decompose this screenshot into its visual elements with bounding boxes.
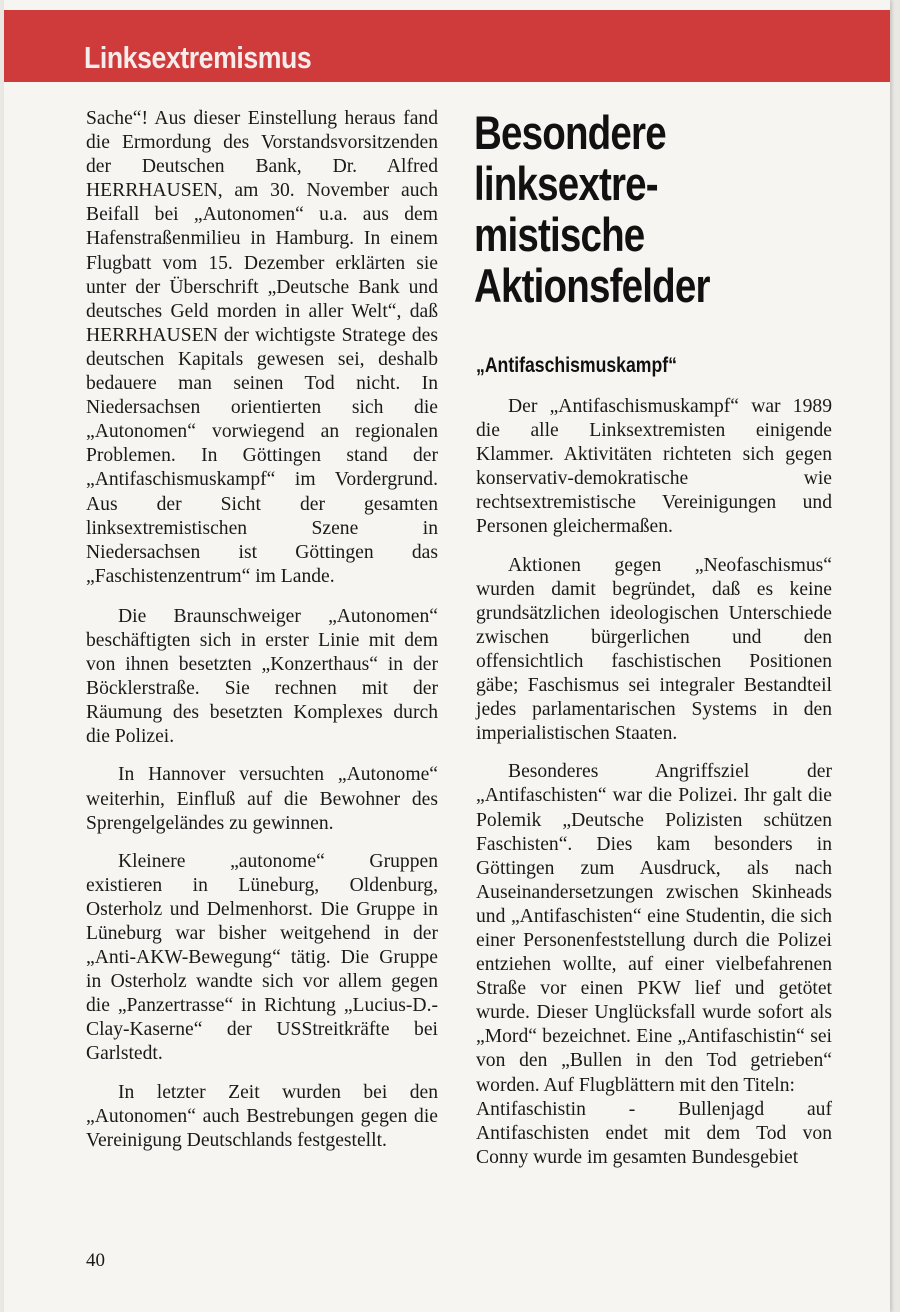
body-paragraph: Kleinere „autonome“ Gruppen existieren in Lüneburg, Oldenburg, Osterholz und Delmenhorst. Die Gruppe in Lüneburg war bisher weitgehend in der „Anti-AKW-Bewegung“ tätig. Die Gruppe in Osterholz wandte sich vor allem gegen die „Panzertrasse“ in Richtung „Lucius-D.-Clay-Kaserne“ der USStreitkräfte bei Garlstedt. <box>86 850 438 1065</box>
body-paragraph: Aktionen gegen „Neofaschismus“ wurden damit begründet, daß es keine grundsätzlichen ideologischen Unterschiede zwischen bürgerlichen und den offensichtlich faschistischen Positionen gäbe; Faschismus sei integraler Bestandteil jedes parlamentarischen Systems in den imperialistischen Staaten. <box>476 554 832 745</box>
page-number: 40 <box>86 1250 105 1271</box>
left-text-column <box>86 107 438 1153</box>
body-paragraph: In letzter Zeit wurden bei den „Autonomen“ auch Bestrebungen gegen die Vereinigung Deutschlands festgestellt. <box>86 1081 438 1151</box>
section-title <box>474 107 827 311</box>
body-paragraph: Besonderes Angriffsziel der „Antifaschisten“ war die Polizei. Ihr galt die Polemik „Deutsche Polizisten schützen Faschisten“. Dies kam besonders in Göttingen zum Ausdruck, als nach Auseinandersetzungen zwischen Skinheads und „Antifaschisten“ eine Studentin, die sich einer Personenfeststellung durch die Polizei entziehen wollte, auf einer vielbefahrenen Straße vor einen PKW lief und getötet wurde. Dieser Unglücksfall wurde sofort als „Mord“ bezeichnet. Eine „Antifaschistin“ sei von den „Bullen in den Tod getrieben“ worden. Auf Flugblättern mit den Titeln: <box>476 761 832 1096</box>
running-header-title: Linksextremismus <box>84 40 312 75</box>
section-title-line: Aktionsfelder <box>474 259 710 312</box>
body-paragraph: Der „Antifaschismuskampf“ war 1989 die alle Linksextremisten einigende Klammer. Aktivitäten richteten sich gegen konservativ-demokratische wie rechtsextremistische Vereinigungen und Personen gleichermaßen. <box>476 396 832 538</box>
right-text-column <box>476 107 832 1170</box>
subsection-title: „Antifaschismuskampf“ <box>476 354 677 377</box>
body-paragraph: In Hannover versuchten „Autonome“ weiterhin, Einfluß auf die Bewohner des Sprengelgeländes zu gewinnen. <box>86 764 438 834</box>
section-title-line: Besondere <box>474 106 666 159</box>
body-paragraph: Sache“! Aus dieser Einstellung heraus fand die Ermordung des Vorstandsvorsitzenden der Deutschen Bank, Dr. Alfred HERRHAUSEN, am 30. November auch Beifall bei „Autonomen“ u.a. aus dem Hafenstraßenmilieu in Hamburg. In einem Flugbatt vom 15. Dezember erklärten sie unter der Überschrift „Deutsche Bank und deutsches Geld morden in aller Welt“, daß HERRHAUSEN der wichtigste Stratege des deutschen Kapitals gewesen sei, deshalb bedauere man seinen Tod nicht. In Niedersachsen orientierten sich die „Autonomen“ vorwiegend an regionalen Problemen. In Göttingen stand der „Antifaschismuskampf“ im Vordergrund. Aus der Sicht der gesamten linksextremistischen Szene in Niedersachsen ist Göttingen das „Faschistenzentrum“ im Lande. <box>86 108 438 587</box>
document-page <box>4 0 890 1312</box>
section-title-line: mistische <box>474 208 645 261</box>
section-title-line: linksextre- <box>474 157 658 210</box>
body-paragraph: Die Braunschweiger „Autonomen“ beschäftigten sich in erster Linie mit dem von ihnen besetzten „Konzerthaus“ in der Böcklerstraße. Sie rechnen mit der Räumung des besetzten Komplexes durch die Polizei. <box>86 605 438 748</box>
header-bar <box>4 10 890 82</box>
body-paragraph: Antifaschistin - Bullenjagd auf Antifaschisten endet mit dem Tod von Conny wurde im gesamten Bundesgebiet <box>476 1098 832 1168</box>
